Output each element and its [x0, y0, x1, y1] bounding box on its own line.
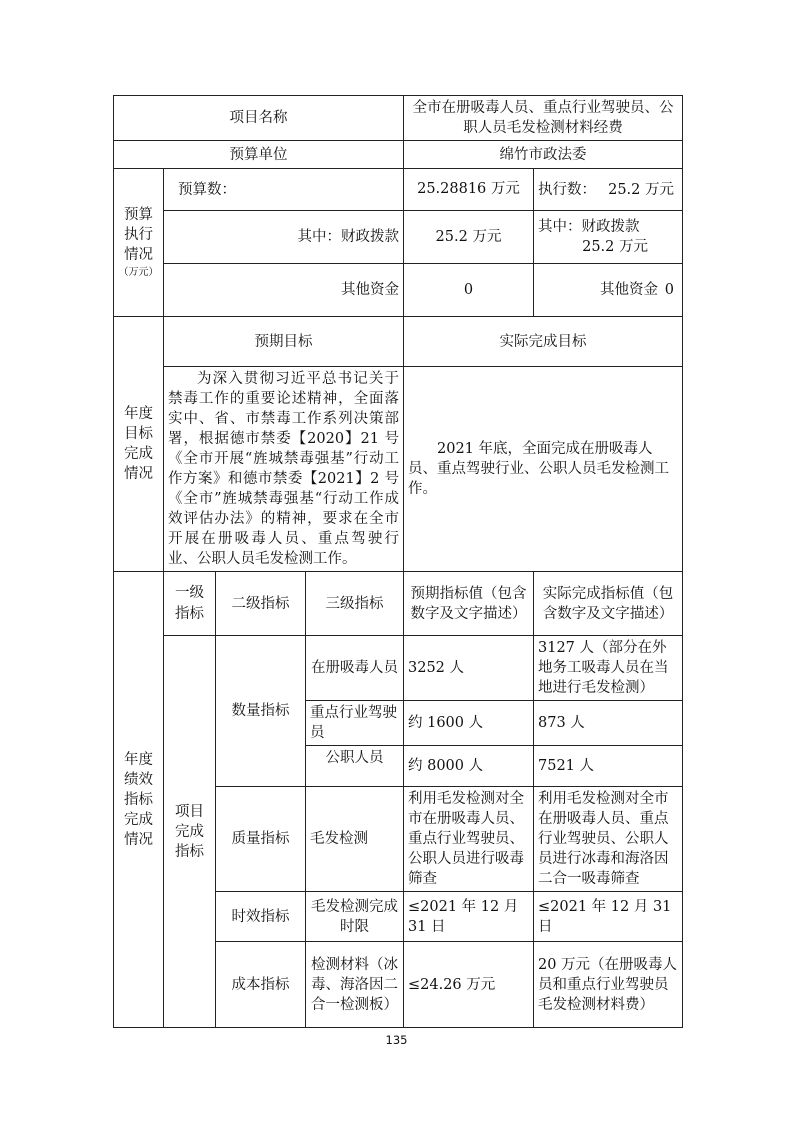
performance-table	[113, 95, 683, 1028]
time-actual: ≤2021 年 12 月 31 日	[534, 892, 683, 942]
budget-execution-label: 预算执行情况	[124, 207, 153, 263]
quantity-actual-2: 7521 人	[534, 746, 683, 787]
level1-value: 项目完成指标	[164, 636, 216, 1028]
fiscal-label-2: 其中：财政拨款	[538, 219, 640, 235]
row-fiscal	[114, 211, 683, 264]
actual-goal-text: 2021 年底，全面完成在册吸毒人员、重点驾驶行业、公职人员毛发检测工作。	[404, 367, 683, 572]
row-indicator-header	[114, 572, 683, 636]
cost-actual: 20 万元（在册吸毒人员和重点行业驾驶员毛发检测材料费）	[534, 942, 683, 1028]
cost-label: 成本指标	[216, 942, 306, 1028]
other-value-2: 0	[664, 282, 674, 298]
quantity-name-0: 在册吸毒人员	[306, 636, 404, 701]
row-budget	[114, 169, 683, 211]
project-name-value: 全市在册吸毒人员、重点行业驾驶员、公职人员毛发检测材料经费	[404, 96, 683, 141]
quantity-expected-1: 约 1600 人	[404, 701, 534, 746]
col-level2: 二级指标	[216, 572, 306, 636]
quantity-expected-2: 约 8000 人	[404, 746, 534, 787]
quality-label: 质量指标	[216, 787, 306, 892]
budget-execution-unit: （万元）	[118, 267, 159, 278]
budget-label: 预算数：	[164, 169, 404, 211]
quality-expected: 利用毛发检测对全市在册吸毒人员、重点行业驾驶员、公职人员进行吸毒筛查	[404, 787, 534, 892]
other-label-2: 其他资金	[600, 282, 658, 298]
execution-label: 执行数：	[538, 181, 596, 198]
page-number: 135	[385, 1033, 408, 1047]
col-level1: 一级指标	[164, 572, 216, 636]
quantity-label: 数量指标	[216, 636, 306, 787]
project-name-label: 项目名称	[114, 96, 404, 141]
expected-goal-text: 为深入贯彻习近平总书记关于禁毒工作的重要论述精神，全面落实中、省、市禁毒工作系列决策部署，根据德市禁委【2020】21 号《全市开展“旌城禁毒强基”行动工作方案》和德市禁委【2021】2 号《全市”旌城禁毒强基“行动工作成效评估办法》的精神，要求在全市开展在册吸毒人员、重点驾驶行业、公职人员毛发检测工作。	[164, 367, 404, 572]
other-value-1: 0	[404, 264, 534, 317]
time-expected: ≤2021 年 12 月 31 日	[404, 892, 534, 942]
quantity-expected-0: 3252 人	[404, 636, 534, 701]
budget-unit-label: 预算单位	[114, 141, 404, 169]
budget-unit-value: 绵竹市政法委	[404, 141, 683, 169]
row-other-funds	[114, 264, 683, 317]
row-goals-header	[114, 317, 683, 367]
fiscal-label-1: 其中：财政拨款	[164, 211, 404, 264]
cost-expected: ≤24.26 万元	[404, 942, 534, 1028]
time-label: 时效指标	[216, 892, 306, 942]
fiscal-value-2: 25.2 万元	[582, 239, 648, 255]
cost-name: 检测材料（冰毒、海洛因二合一检测板）	[306, 942, 404, 1028]
col-expected: 预期指标值（包含数字及文字描述）	[404, 572, 534, 636]
budget-value: 25.28816 万元	[404, 169, 534, 211]
quality-actual: 利用毛发检测对全市在册吸毒人员、重点行业驾驶员、公职人员进行冰毒和海洛因二合一吸毒筛查	[534, 787, 683, 892]
other-label-1: 其他资金	[164, 264, 404, 317]
quantity-actual-1: 873 人	[534, 701, 683, 746]
fiscal-cell-2	[534, 211, 683, 264]
other-cell-2	[534, 264, 683, 317]
table-row	[114, 636, 683, 701]
quality-name: 毛发检测	[306, 787, 404, 892]
col-level3: 三级指标	[306, 572, 404, 636]
quantity-actual-0: 3127 人（部分在外地务工吸毒人员在当地进行毛发检测）	[534, 636, 683, 701]
quantity-name-2: 公职人员	[306, 746, 404, 787]
execution-value: 25.2 万元	[608, 181, 674, 198]
row-budget-unit	[114, 141, 683, 169]
time-name: 毛发检测完成时限	[306, 892, 404, 942]
expected-goal-header: 预期目标	[164, 317, 404, 367]
actual-goal-header: 实际完成目标	[404, 317, 683, 367]
quantity-name-1: 重点行业驾驶员	[306, 701, 404, 746]
budget-execution-section	[114, 169, 164, 317]
row-project-name	[114, 96, 683, 141]
annual-goals-section: 年度目标完成情况	[114, 317, 164, 572]
col-actual: 实际完成指标值（包含数字及文字描述）	[534, 572, 683, 636]
indicators-section: 年度绩效指标完成情况	[114, 572, 164, 1028]
row-goals-content	[114, 367, 683, 572]
fiscal-value-1: 25.2 万元	[404, 211, 534, 264]
execution-value-cell	[534, 169, 683, 211]
